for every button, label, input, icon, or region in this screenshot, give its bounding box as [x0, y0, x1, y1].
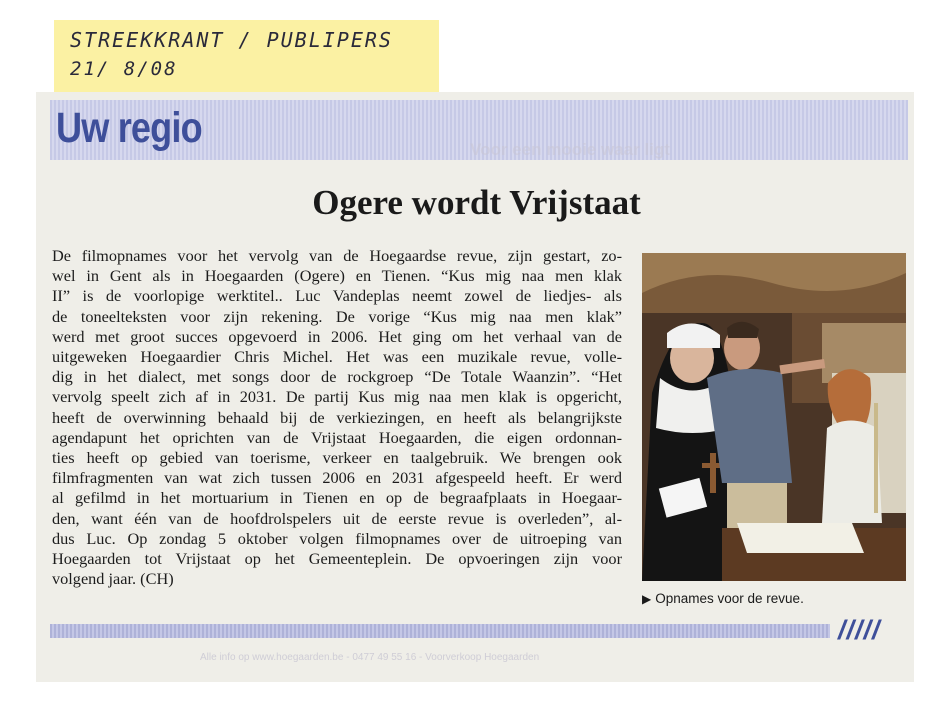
article-line: al gefilmd in het mortuarium in Tienen en op de begraafplaats in Hoegaar- [52, 488, 622, 508]
article-line: wel in Gent als in Hoegaarden (Ogere) en Tienen. “Kus mig naa men klak [52, 266, 622, 286]
bleed-through-footer: Alle info op www.hoegaarden.be - 0477 49 55 16 - Voorverkoop Hoegaarden [200, 652, 540, 663]
note-source: STREEKKRANT / PUBLIPERS [70, 28, 393, 52]
article-line: II” is de voorlopige werktitel.. Luc Vandeplas neemt zowel de liedjes- als [52, 286, 622, 306]
article-line: uitgeweken Hoegaardier Chris Michel. Het was een muzikale revue, volle- [52, 347, 622, 367]
bleed-through-title: Voor een mooie waar ligt [470, 140, 670, 159]
caption-text: Opnames voor de revue. [655, 591, 804, 606]
article-line: dig in het dialect, met songs door de rockgroep “De Totale Waanzin”. “Het [52, 367, 622, 387]
article-line: vervolg speelt zich af in 2031. De partij Kus mig naa men klak is opgericht, [52, 387, 622, 407]
photo-scene-icon [642, 253, 906, 581]
article-line: de toneelteksten voor zijn rekening. De vorige “Kus mig naa men klak” [52, 306, 622, 326]
article-line: heeft de overwinning behaald bij de verkiezingen, en heeft als belangrijkste [52, 407, 622, 427]
article-line: den, want één van de hoofdrolspelers uit de eerste revue is overleden”, al- [52, 508, 622, 528]
note-date: 21/ 8/08 [70, 58, 178, 80]
article-line: agendapunt het oprichten van de Vrijstaat Hoegaarden, die eigen ordonnan- [52, 427, 622, 447]
article-line: De filmopnames voor het vervolg van de Hoegaardse revue, zijn gestart, zo- [52, 246, 622, 265]
article-headline: Ogere wordt Vrijstaat [312, 183, 641, 222]
article-line: Hoegaarden tot Vrijstaat op het Gemeenteplein. De opvoeringen zijn voor [52, 549, 622, 569]
photo-caption [642, 591, 804, 606]
footer-slashes: ///// [838, 615, 881, 645]
article-line: ties heeft op gebied van toerisme, verkeer en taalgebruik. We brengen ook [52, 448, 622, 468]
article-photo [642, 253, 906, 581]
caption-marker-icon: ▶ [642, 592, 652, 606]
article-line: filmfragmenten van wat zich tussen 2006 en 2031 afgespeeld heeft. Er werd [52, 468, 622, 488]
article-line: werd met groot succes opgevoerd in 2006. Het ging om het verhaal van de [52, 326, 622, 346]
article-body [52, 246, 622, 589]
footer-bar [50, 624, 830, 638]
article-line: volgend jaar. (CH) [52, 569, 174, 589]
section-title: Uw regio [56, 104, 202, 152]
article-line: dus Luc. Op zondag 5 oktober volgen filmopnames over de uitroeping van [52, 528, 622, 548]
